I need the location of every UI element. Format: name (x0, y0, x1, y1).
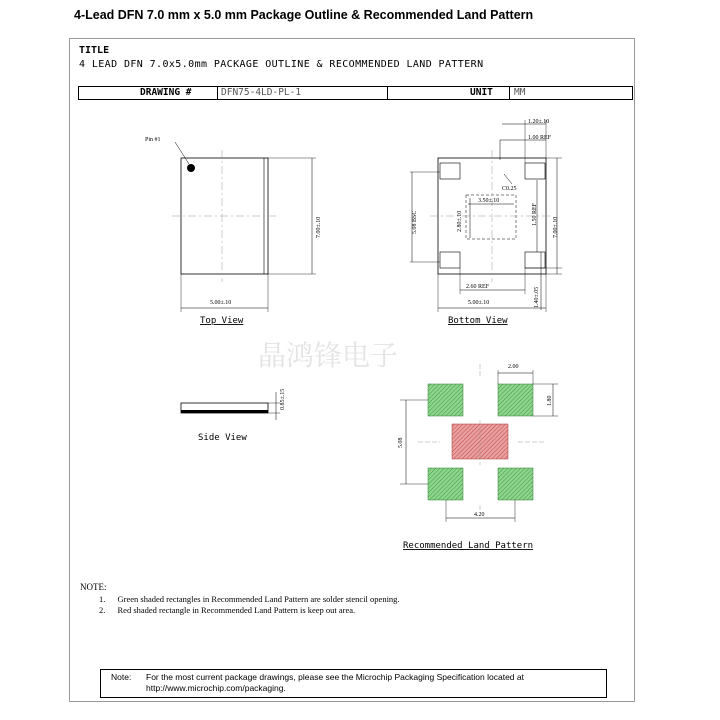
land-pattern-label: Recommended Land Pattern (403, 541, 534, 551)
top-view (172, 142, 316, 312)
note-item-2 (99, 605, 355, 615)
lp-pad-3 (428, 468, 463, 500)
bv-offset-ref-dim: 2.60 REF (466, 284, 490, 290)
bv-pad-width-dim: 1.20±.10 (528, 119, 550, 125)
bv-chamfer-dim: C0.25 (502, 186, 517, 192)
bottom-pad-1 (440, 163, 460, 179)
side-view-label: Side View (198, 433, 247, 443)
footer-note-label: Note: (111, 672, 132, 682)
lp-pad-1 (428, 384, 463, 416)
bv-pad-pitch-dim: 5.08 BSC (412, 210, 418, 234)
bottom-pad-3 (440, 252, 460, 268)
lp-pad-height-dim: 1.80 (547, 395, 553, 406)
note-number: 1. (99, 594, 106, 604)
bv-pad-ref-dim: 1.00 REF (528, 135, 552, 141)
title-label: TITLE (79, 45, 110, 56)
drawing-number-value: DFN75-4LD-PL-1 (221, 87, 302, 98)
unit-label: UNIT (470, 87, 493, 98)
title-text: 4 LEAD DFN 7.0x5.0mm PACKAGE OUTLINE & RECOMMENDED LAND PATTERN (79, 59, 484, 70)
bottom-pad-4 (525, 252, 545, 268)
bottom-view-label: Bottom View (448, 316, 508, 326)
side-view-leads (181, 410, 268, 413)
notes-title: NOTE: (80, 582, 107, 592)
watermark: 晶鸿锋电子 (258, 339, 399, 372)
note-number: 2. (99, 605, 106, 615)
top-width-dim: 5.00±.10 (210, 300, 232, 306)
bv-center-width-dim: 3.50±.10 (478, 198, 500, 204)
pin1-marker (187, 164, 195, 172)
top-view-label: Top View (200, 316, 244, 326)
lp-pad-4 (498, 468, 533, 500)
top-height-dim: 7.00±.10 (316, 216, 322, 238)
lp-pad-width-dim: 2.00 (508, 364, 519, 370)
note-text: Red shaded rectangle in Recommended Land Pattern is keep out area. (117, 605, 356, 615)
lp-span-dim: 4.20 (474, 512, 485, 518)
note-text: Green shaded rectangles in Recommended Land Pattern are solder stencil opening. (117, 594, 400, 604)
lp-pad-2 (498, 384, 533, 416)
page-title: 4-Lead DFN 7.0 mm x 5.0 mm Package Outline & Recommended Land Pattern (74, 8, 534, 22)
note-item-1 (99, 594, 400, 604)
bv-pad-height-dim: 1.40±.05 (534, 286, 540, 308)
unit-value: MM (514, 87, 526, 98)
pin1-label: Pin #1 (145, 137, 161, 143)
side-view (181, 392, 280, 420)
bv-height-dim: 7.00±.10 (553, 216, 559, 238)
footer-note-text: For the most current package drawings, please see the Microchip Packaging Specification located at http://www.microchip.com/packaging. (146, 672, 524, 693)
land-pattern (400, 364, 558, 522)
bv-center-height-dim: 2.80±.10 (457, 210, 463, 232)
drawing-number-label: DRAWING # (140, 87, 192, 98)
bv-width-dim: 5.00±.10 (468, 300, 490, 306)
lp-pitch-dim: 5.08 (398, 437, 404, 448)
side-thickness-dim: 0.85±.15 (280, 388, 286, 410)
bottom-pad-2 (525, 163, 545, 179)
bv-gap-ref-dim: 1.50 REF (532, 202, 538, 226)
